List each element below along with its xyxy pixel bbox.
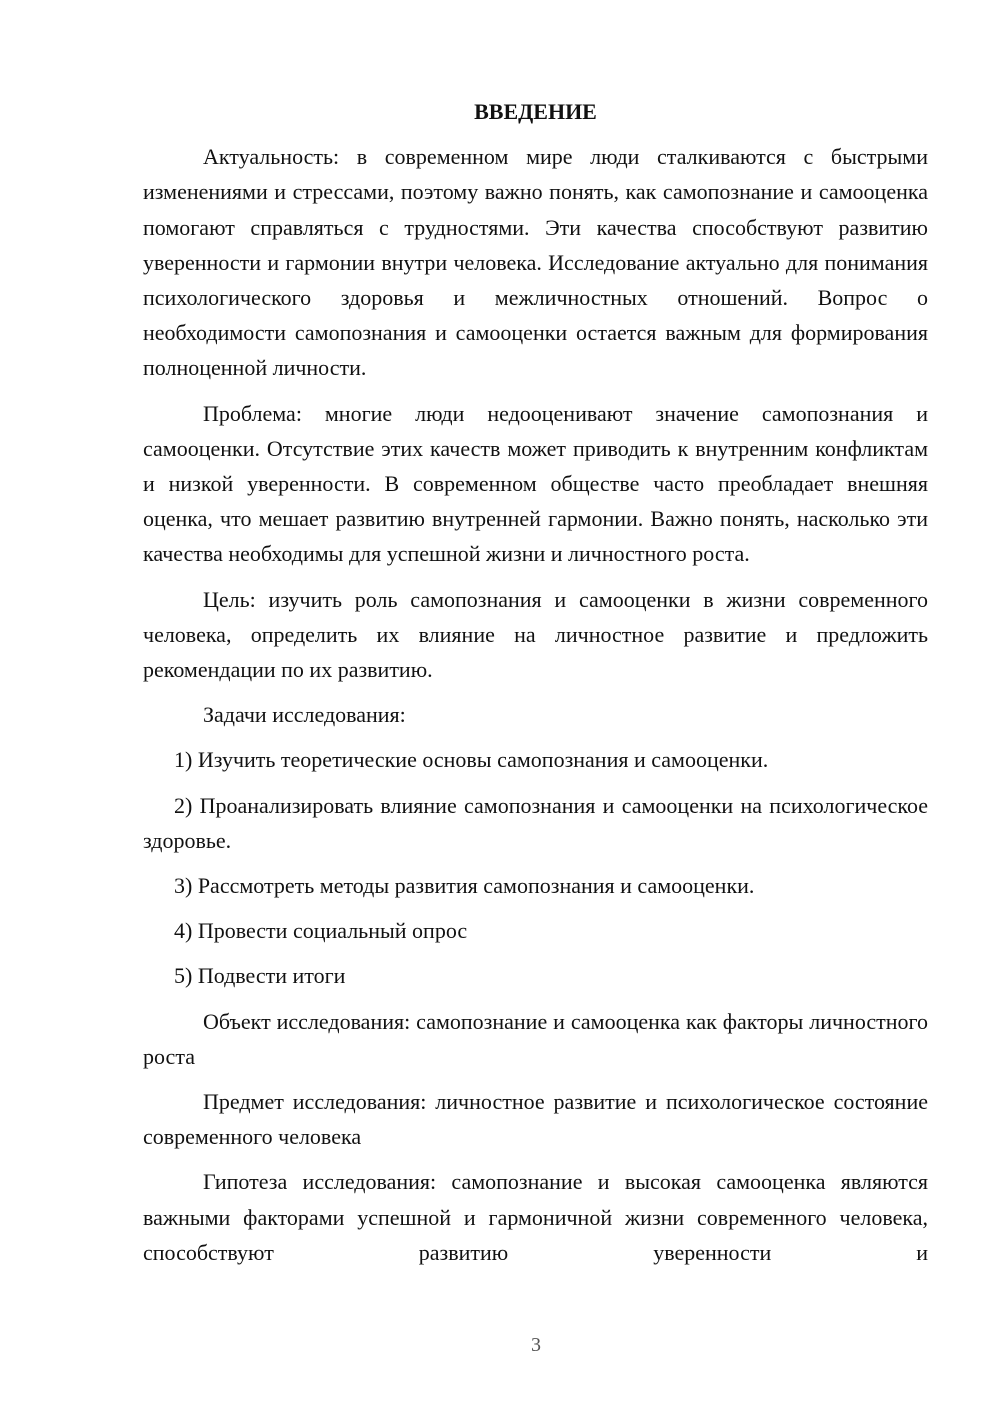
page-title: ВВЕДЕНИЕ bbox=[474, 99, 597, 124]
task-item-5: 5) Подвести итоги bbox=[174, 963, 346, 989]
hypothesis-paragraph: Гипотеза исследования: самопознание и высокая самооценка являются важными факторами успешной и гармоничной жизни современного человека, способствуют развитию уверенности и bbox=[143, 1169, 928, 1265]
page-content bbox=[143, 94, 928, 1280]
goal-paragraph: Цель: изучить роль самопознания и самооценки в жизни современного человека, определить их влияние на личностное развитие и предложить рекомендации по их развитию. bbox=[143, 586, 928, 683]
page-number: 3 bbox=[531, 1334, 541, 1356]
task-item-4: 4) Провести социальный опрос bbox=[174, 918, 468, 944]
task-item-2: 2) Проанализировать влияние самопознания и самооценки на психологическое здоровье. bbox=[143, 792, 928, 853]
problem-paragraph: Проблема: многие люди недооценивают значение самопознания и самооценки. Отсутствие этих качеств может приводить к внутренним конфликтам и низкой уверенности. В современном обществе часто преобладает внешняя оценка, что мешает развитию внутренней гармонии. Важно понять, насколько эти качества необходимы для успешной жизни и личностного роста. bbox=[143, 400, 928, 567]
relevance-paragraph: Актуальность: в современном мире люди сталкиваются с быстрыми изменениями и стрессами, поэтому важно понять, как самопознание и самооценка помогают справляться с трудностями. Эти качества способствуют развитию уверенности и гармонии внутри человека. Исследование актуально для понимания психологического здоровья и межличностных отношений. Вопрос о необходимости самопознания и самооценки остается важным для формирования полноценной личности. bbox=[143, 144, 928, 381]
object-paragraph: Объект исследования: самопознание и самооценка как факторы личностного роста bbox=[143, 1008, 928, 1069]
task-item-3: 3) Рассмотреть методы развития самопознания и самооценки. bbox=[174, 873, 755, 899]
task-item-1: 1) Изучить теоретические основы самопознания и самооценки. bbox=[174, 747, 769, 773]
subject-paragraph: Предмет исследования: личностное развитие и психологическое состояние современного человека bbox=[143, 1089, 928, 1150]
tasks-heading: Задачи исследования: bbox=[203, 702, 406, 728]
